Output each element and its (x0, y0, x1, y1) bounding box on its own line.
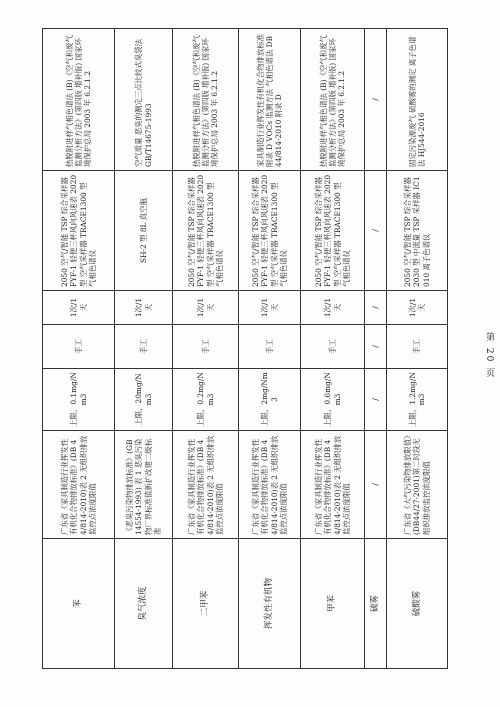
method-cell: 家具制造行业挥发性有机化合物排放标准 附录 D VOCs 监测方法 气相色谱法 DB 44/814-2010 附录 D (239, 29, 301, 171)
standard-cell: 广东省《家具制造行业挥发性有机化合物排放标准》(DB 44/814-2010)表 2 无组织排放监控点浓度限值 (43, 431, 115, 539)
mode-cell: / (365, 325, 387, 369)
mode-cell: 手工 (239, 325, 301, 369)
limit-cell: 上限，0.1mg/Nm3 (43, 369, 115, 431)
frequency-cell: 1次/1 天 (239, 291, 301, 325)
item-cell: 硫酸雾 (387, 539, 448, 669)
item-cell: 挥发性有机物 (239, 539, 301, 669)
method-cell: 固定污染源废气 硫酸雾的测定 离子色谱法 HJ544-2016 (387, 29, 448, 171)
item-cell: 苯 (43, 539, 115, 669)
frequency-cell: 1次/1 天 (387, 291, 448, 325)
frequency-cell: 1次/1 天 (173, 291, 239, 325)
table-row (173, 29, 239, 669)
frequency-cell: / (365, 291, 387, 325)
page-number: 第 20 页 (484, 332, 494, 380)
mode-cell: 手工 (301, 325, 365, 369)
monitoring-table (42, 28, 448, 669)
limit-cell: / (365, 369, 387, 431)
frequency-cell: 1次/1 天 (301, 291, 365, 325)
limit-cell: 上限，0.6mg/Nm3 (301, 369, 365, 431)
limit-cell: 上限，0.2mg/Nm3 (173, 369, 239, 431)
mode-cell: 手工 (115, 325, 173, 369)
equipment-cell: SH-2 型 8L 真空瓶 (115, 171, 173, 291)
equipment-cell: 2050 空气/智能 TSP 综合采样器 FYF-1 轻便三杯风向风速表 2020 型 空气采样器 TRACE1300 型 气相色谱仪 (43, 171, 115, 291)
method-cell: 空气质量 恶臭的测定三点比较式臭袋法 GB/T14675-1993 (115, 29, 173, 171)
limit-cell: 上限，20mg/Nm3 (115, 369, 173, 431)
limit-cell: 上限，1.2mg/Nm3 (387, 369, 448, 431)
method-cell: / (365, 29, 387, 171)
mode-cell: 手工 (173, 325, 239, 369)
method-cell: 热脱附进样气相色谱法 (B)《空气和废气监测分析方法》(第四版 增补版) 国家环境保护总局 2003 年 6.2.1.2 (43, 29, 115, 171)
standard-cell: 广东省《大气污染物排放限值》(DB44/27-2001)第二时段无组织排放监控浓度限值 (387, 431, 448, 539)
table-row (43, 29, 115, 669)
method-cell: 热脱附进样气相色谱法 (B)《空气和废气监测分析方法》(第四版 增补版) 国家环境保护总局 2003 年 6.2.1.2 (301, 29, 365, 171)
table-row (115, 29, 173, 669)
standard-cell: 《恶臭污染物排放标准》(GB 14554-1993) 表 1 恶臭污染物厂界标准值新扩改建二级标准 (115, 431, 173, 539)
method-cell: 热脱附进样气相色谱法 (B)《空气和废气监测分析方法》(第四版 增补版) 国家环境保护总局 2003 年 6.2.1.2 (173, 29, 239, 171)
mode-cell: 手工 (387, 325, 448, 369)
equipment-cell: 2050 空气/智能 TSP 综合采样器 FYF-1 轻便三杯风向风速表 2020 型 空气采样器 TRACE1300 型 气相色谱仪 (301, 171, 365, 291)
table-row (239, 29, 301, 669)
equipment-cell: 2050 空气/智能 TSP 综合采样器 FYF-1 轻便三杯风向风速表 2020 型 空气采样器 TRACE1300 型 气相色谱仪 (173, 171, 239, 291)
equipment-cell: 2050 空气/智能 TSP 综合采样器 2030 型 中流量 TSP 采样器 IC1010 离子色谱仪 (387, 171, 448, 291)
standard-cell: 广东省《家具制造行业挥发性有机化合物排放标准》(DB 44/814-2010)表 2 无组织排放监控点浓度限值 (239, 431, 301, 539)
equipment-cell: / (365, 171, 387, 291)
standard-cell: 广东省《家具制造行业挥发性有机化合物排放标准》(DB 44/814-2010)表 2 无组织排放监控点浓度限值 (301, 431, 365, 539)
table-row (301, 29, 365, 669)
limit-cell: 上限，2mg/Nm3 (239, 369, 301, 431)
item-cell: 甲苯 (301, 539, 365, 669)
item-cell: 二甲苯 (173, 539, 239, 669)
mode-cell: 手工 (43, 325, 115, 369)
frequency-cell: 1次/1 天 (43, 291, 115, 325)
standard-cell: 广东省《家具制造行业挥发性有机化合物排放标准》(DB 44/814-2010)表 2 无组织排放监控点浓度限值 (173, 431, 239, 539)
table-row (365, 29, 387, 669)
equipment-cell: 2050 空气/智能 TSP 综合采样器 FYF-1 轻便三杯风向风速表 2020 型 空气采样器 TRACE1300 型 气相色谱仪 (239, 171, 301, 291)
item-cell: 臭气浓度 (115, 539, 173, 669)
table-row (387, 29, 448, 669)
rotated-table-wrapper (42, 29, 447, 669)
frequency-cell: 1次/1 天 (115, 291, 173, 325)
item-cell: 硫雾 (365, 539, 387, 669)
standard-cell: / (365, 431, 387, 539)
